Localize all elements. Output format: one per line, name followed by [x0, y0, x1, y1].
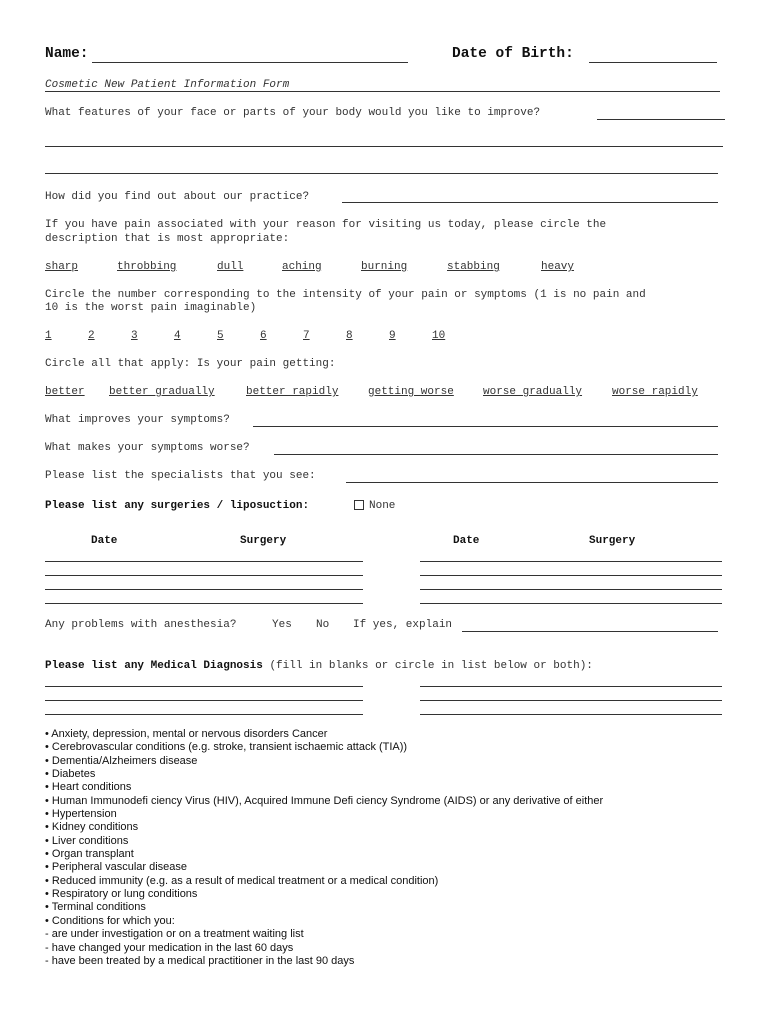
question-worse: What makes your symptoms worse?: [45, 442, 250, 454]
surgery-row-left-2[interactable]: [45, 575, 363, 576]
question-pain-line1: If you have pain associated with your reason for visiting us today, please circle the: [45, 219, 607, 231]
condition-item[interactable]: • Terminal conditions: [45, 901, 146, 914]
question-intensity-line1: Circle the number corresponding to the intensity of your pain or symptoms (1 is no pain and: [45, 289, 646, 301]
pain-option-dull[interactable]: dull: [217, 261, 244, 273]
condition-item[interactable]: • Heart conditions: [45, 781, 132, 794]
pain-option-burning[interactable]: burning: [361, 261, 408, 273]
intensity-option-5[interactable]: 5: [217, 330, 224, 342]
condition-sub-item[interactable]: - have been treated by a medical practitioner in the last 90 days: [45, 954, 355, 967]
diagnosis-label: Please list any Medical Diagnosis: [45, 660, 263, 672]
condition-item[interactable]: • Diabetes: [45, 768, 96, 781]
intensity-option-4[interactable]: 4: [174, 330, 181, 342]
worse-field[interactable]: [274, 454, 718, 455]
surgery-row-left-3[interactable]: [45, 589, 363, 590]
surgery-row-right-1[interactable]: [420, 561, 722, 562]
condition-item[interactable]: • Hypertension: [45, 808, 117, 821]
anesthesia-yes-option[interactable]: Yes: [272, 619, 292, 631]
surgery-name-header-right: Surgery: [589, 535, 636, 547]
question-pain-line2: description that is most appropriate:: [45, 233, 290, 245]
diagnosis-row-right-1[interactable]: [420, 686, 722, 687]
surgery-row-left-4[interactable]: [45, 603, 363, 604]
anesthesia-explain-label: If yes, explain: [353, 619, 453, 631]
condition-item[interactable]: • Organ transplant: [45, 848, 134, 861]
form-title: Cosmetic New Patient Information Form: [45, 79, 290, 91]
intensity-option-2[interactable]: 2: [88, 330, 95, 342]
intensity-option-6[interactable]: 6: [260, 330, 267, 342]
intensity-option-10[interactable]: 10: [432, 330, 446, 342]
question-improves: What improves your symptoms?: [45, 414, 230, 426]
find-practice-field[interactable]: [342, 202, 718, 203]
question-features: What features of your face or parts of your body would you like to improve?: [45, 107, 541, 119]
diagnosis-heading: [45, 660, 593, 672]
diagnosis-hint: (fill in blanks or circle in list below or both):: [269, 660, 593, 672]
surgeries-label: Please list any surgeries / liposuction:: [45, 500, 310, 512]
anesthesia-explain-field[interactable]: [462, 631, 718, 632]
surgery-row-right-2[interactable]: [420, 575, 722, 576]
surgeries-none-option[interactable]: [354, 500, 395, 512]
question-intensity-line2: 10 is the worst pain imaginable): [45, 302, 257, 314]
question-find-practice: How did you find out about our practice?: [45, 191, 310, 203]
trend-option-getting-worse[interactable]: getting worse: [368, 386, 454, 398]
pain-option-heavy[interactable]: heavy: [541, 261, 575, 273]
condition-item[interactable]: • Conditions for which you:: [45, 914, 175, 927]
diagnosis-row-left-3[interactable]: [45, 714, 363, 715]
intensity-option-3[interactable]: 3: [131, 330, 138, 342]
none-checkbox[interactable]: [354, 500, 364, 510]
condition-item[interactable]: • Kidney conditions: [45, 821, 139, 834]
trend-option-better-rapidly[interactable]: better rapidly: [246, 386, 339, 398]
condition-sub-item[interactable]: - are under investigation or on a treatment waiting list: [45, 928, 304, 941]
condition-item[interactable]: • Human Immunodefi ciency Virus (HIV), Acquired Immune Defi ciency Syndrome (AIDS) or any derivative of either: [45, 794, 604, 807]
question-pain-trend: Circle all that apply: Is your pain getting:: [45, 358, 336, 370]
features-field-3[interactable]: [45, 173, 718, 174]
diagnosis-row-right-2[interactable]: [420, 700, 722, 701]
intensity-option-1[interactable]: 1: [45, 330, 52, 342]
name-label: Name:: [45, 46, 89, 62]
condition-item[interactable]: • Dementia/Alzheimers disease: [45, 754, 198, 767]
diagnosis-row-right-3[interactable]: [420, 714, 722, 715]
diagnosis-row-left-1[interactable]: [45, 686, 363, 687]
diagnosis-row-left-2[interactable]: [45, 700, 363, 701]
trend-option-worse-gradually[interactable]: worse gradually: [483, 386, 583, 398]
condition-item[interactable]: • Cerebrovascular conditions (e.g. stroke, transient ischaemic attack (TIA)): [45, 741, 408, 754]
trend-option-better[interactable]: better: [45, 386, 85, 398]
pain-option-sharp[interactable]: sharp: [45, 261, 79, 273]
condition-item[interactable]: • Anxiety, depression, mental or nervous disorders Cancer: [45, 728, 328, 740]
name-field[interactable]: [92, 62, 408, 63]
surgery-date-header-left: Date: [91, 535, 118, 547]
trend-option-better-gradually[interactable]: better gradually: [109, 386, 215, 398]
anesthesia-question: Any problems with anesthesia?: [45, 619, 237, 631]
features-field-1[interactable]: [597, 119, 725, 120]
intensity-option-7[interactable]: 7: [303, 330, 310, 342]
surgery-row-left-1[interactable]: [45, 561, 363, 562]
pain-option-throbbing[interactable]: throbbing: [117, 261, 177, 273]
surgery-date-header-right: Date: [453, 535, 480, 547]
none-label: None: [369, 500, 396, 512]
intensity-option-9[interactable]: 9: [389, 330, 396, 342]
condition-item[interactable]: • Liver conditions: [45, 834, 129, 847]
surgery-name-header-left: Surgery: [240, 535, 287, 547]
question-specialists: Please list the specialists that you see:: [45, 470, 316, 482]
specialists-field[interactable]: [346, 482, 718, 483]
surgery-row-right-3[interactable]: [420, 589, 722, 590]
title-rule: [45, 91, 720, 92]
anesthesia-no-option[interactable]: No: [316, 619, 330, 631]
surgery-row-right-4[interactable]: [420, 603, 722, 604]
dob-label: Date of Birth:: [452, 46, 574, 62]
condition-sub-item[interactable]: - have changed your medication in the last 60 days: [45, 941, 294, 954]
pain-option-stabbing[interactable]: stabbing: [447, 261, 500, 273]
condition-item[interactable]: • Reduced immunity (e.g. as a result of medical treatment or a medical condition): [45, 874, 439, 887]
dob-field[interactable]: [589, 62, 717, 63]
conditions-list: [45, 728, 603, 968]
features-field-2[interactable]: [45, 146, 723, 147]
trend-option-worse-rapidly[interactable]: worse rapidly: [612, 386, 698, 398]
condition-item[interactable]: • Peripheral vascular disease: [45, 861, 188, 874]
intensity-option-8[interactable]: 8: [346, 330, 353, 342]
condition-item[interactable]: • Respiratory or lung conditions: [45, 888, 198, 901]
improves-field[interactable]: [253, 426, 718, 427]
pain-option-aching[interactable]: aching: [282, 261, 322, 273]
